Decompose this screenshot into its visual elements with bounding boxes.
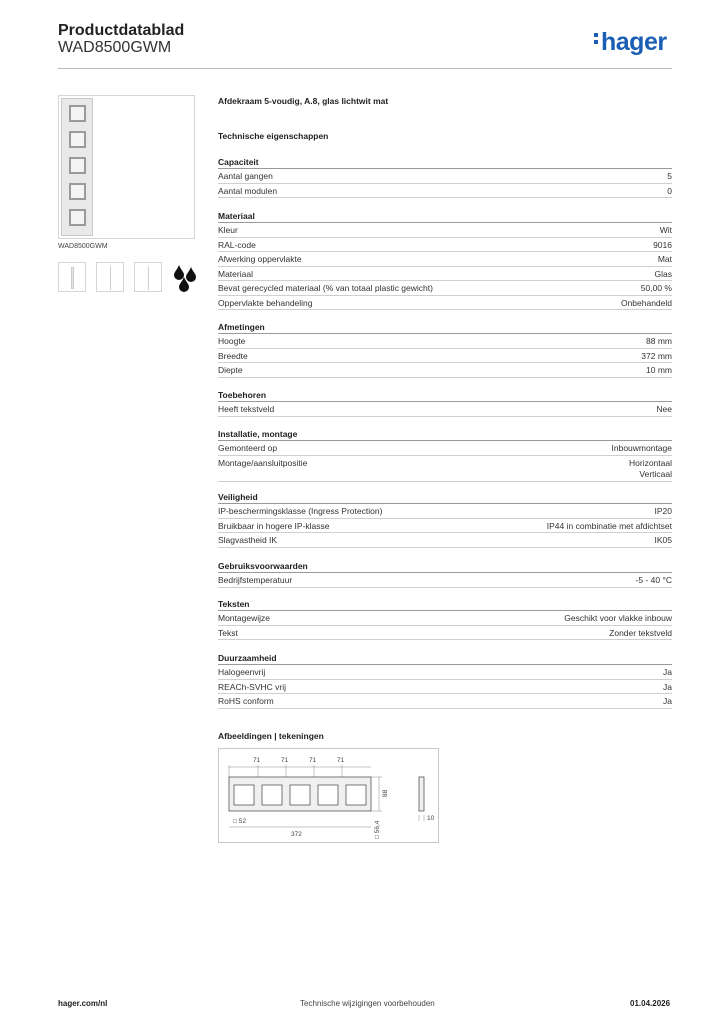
spec-row — [218, 680, 672, 695]
spec-key: Bruikbaar in hogere IP-klasse — [218, 520, 330, 531]
section-title: Materiaal — [218, 211, 255, 221]
spec-row — [218, 238, 672, 253]
tech-heading: Technische eigenschappen — [218, 131, 329, 141]
spec-value: IP20 — [654, 506, 672, 516]
dim-square: □ 52 — [233, 818, 246, 825]
spec-row — [218, 296, 672, 311]
spec-value: 10 mm — [646, 365, 672, 375]
image-caption: WAD8500GWM — [58, 243, 108, 250]
spec-row — [218, 441, 672, 456]
dim-height: 88 — [382, 789, 389, 797]
product-description: Afdekraam 5-voudig, A.8, glas lichtwit mat — [218, 96, 389, 106]
section-title: Teksten — [218, 599, 250, 609]
spec-value: Wit — [659, 225, 672, 235]
spec-row — [218, 626, 672, 641]
section-title: Toebehoren — [218, 390, 267, 400]
hager-logo — [594, 30, 667, 55]
spec-key: Afwerking oppervlakte — [218, 254, 302, 264]
spec-key: RAL-code — [218, 239, 256, 250]
spec-key: Heeft tekstveld — [218, 404, 275, 414]
dim-inner: □ 56,4 — [374, 820, 381, 839]
spec-value: 5 — [667, 171, 672, 181]
section-title: Afmetingen — [218, 322, 265, 332]
thumbnail-1[interactable] — [58, 262, 86, 292]
spec-key: Bedrijfstemperatuur — [218, 575, 293, 585]
spec-value: -5 - 40 °C — [635, 575, 672, 585]
spec-row — [218, 519, 672, 534]
section-title: Installatie, montage — [218, 429, 298, 439]
spec-value: Ja — [663, 681, 672, 692]
spec-row — [218, 573, 672, 588]
spec-key: Aantal modulen — [218, 185, 278, 196]
spec-key: Aantal gangen — [218, 171, 273, 181]
section-title: Gebruiksvoorwaarden — [218, 561, 308, 571]
thumbnail-3[interactable] — [134, 262, 162, 292]
spec-key: Gemonteerd op — [218, 443, 278, 453]
product-code: WAD8500GWM — [58, 39, 172, 56]
spec-value: 0 — [667, 185, 672, 196]
spec-value: Onbehandeld — [620, 297, 672, 308]
spec-row — [218, 456, 672, 482]
spec-value: Ja — [663, 667, 672, 677]
spec-row — [218, 267, 672, 282]
spec-value: Mat — [657, 254, 672, 264]
spec-key: Montagewijze — [218, 613, 270, 623]
technical-drawing — [218, 748, 439, 843]
spec-value: Nee — [656, 404, 672, 414]
spec-value: Glas — [654, 268, 672, 279]
dim-pitch-1: 71 — [253, 757, 261, 764]
spec-key: Montage/aansluitpositie — [218, 457, 308, 468]
spec-key: Hoogte — [218, 336, 246, 346]
page-title: Productdatablad — [58, 22, 185, 39]
spec-row — [218, 694, 672, 709]
spec-row — [218, 363, 672, 378]
footer-date: 01.04.2026 — [630, 999, 671, 1008]
spec-value: Horizontaal Verticaal — [629, 457, 672, 479]
dim-depth: 10 — [427, 815, 435, 822]
spec-key: RoHS conform — [218, 696, 274, 706]
spec-row — [218, 169, 672, 184]
spec-value: 372 mm — [641, 350, 672, 361]
spec-key: Bevat gerecycled materiaal (% van totaal plastic gewicht) — [218, 283, 433, 293]
spec-value: Ja — [663, 696, 672, 706]
footer-website[interactable]: hager.com/nl — [58, 999, 108, 1008]
spec-key: Diepte — [218, 365, 243, 375]
dim-width: 372 — [291, 831, 302, 838]
logo-text: hager — [601, 28, 667, 56]
spec-row — [218, 349, 672, 364]
spec-key: Slagvastheid IK — [218, 535, 278, 545]
section-title: Capaciteit — [218, 157, 259, 167]
dim-pitch-2: 71 — [281, 757, 289, 764]
spec-value: Geschikt voor vlakke inbouw — [564, 613, 672, 623]
spec-key: Oppervlakte behandeling — [218, 297, 313, 308]
spec-row — [218, 533, 672, 548]
spec-value: IP44 in combinatie met afdichtset — [546, 520, 672, 531]
spec-value: Inbouwmontage — [611, 443, 672, 453]
thumbnail-2[interactable] — [96, 262, 124, 292]
spec-row — [218, 402, 672, 417]
spec-row — [218, 223, 672, 238]
dim-pitch-3: 71 — [309, 757, 317, 764]
spec-value: 50,00 % — [640, 283, 672, 293]
spec-row — [218, 281, 672, 296]
spec-row — [218, 665, 672, 680]
footer-disclaimer: Technische wijzigingen voorbehouden — [300, 999, 435, 1008]
spec-key: REACh-SVHC vrij — [218, 681, 287, 692]
spec-value: 9016 — [653, 239, 672, 250]
spec-key: Kleur — [218, 225, 238, 235]
spec-key: Breedte — [218, 350, 248, 361]
section-title: Duurzaamheid — [218, 653, 277, 663]
spec-row — [218, 252, 672, 267]
dim-pitch-4: 71 — [337, 757, 345, 764]
section-title: Veiligheid — [218, 492, 258, 502]
logo-dots-icon — [594, 33, 598, 47]
spec-row — [218, 184, 672, 199]
spec-key: IP-beschermingsklasse (Ingress Protection) — [218, 506, 383, 516]
spec-value: 88 mm — [646, 336, 672, 346]
spec-row — [218, 504, 672, 519]
spec-key: Tekst — [218, 627, 238, 638]
spec-key: Materiaal — [218, 268, 253, 279]
header-divider — [58, 68, 672, 69]
spec-row — [218, 611, 672, 626]
drawings-title: Afbeeldingen | tekeningen — [218, 731, 324, 741]
spec-key: Halogeenvrij — [218, 667, 266, 677]
spec-value: IK05 — [654, 535, 672, 545]
spec-value: Zonder tekstveld — [609, 627, 672, 638]
water-drops-icon[interactable] — [172, 262, 200, 292]
frame-illustration — [61, 98, 93, 236]
spec-row — [218, 334, 672, 349]
